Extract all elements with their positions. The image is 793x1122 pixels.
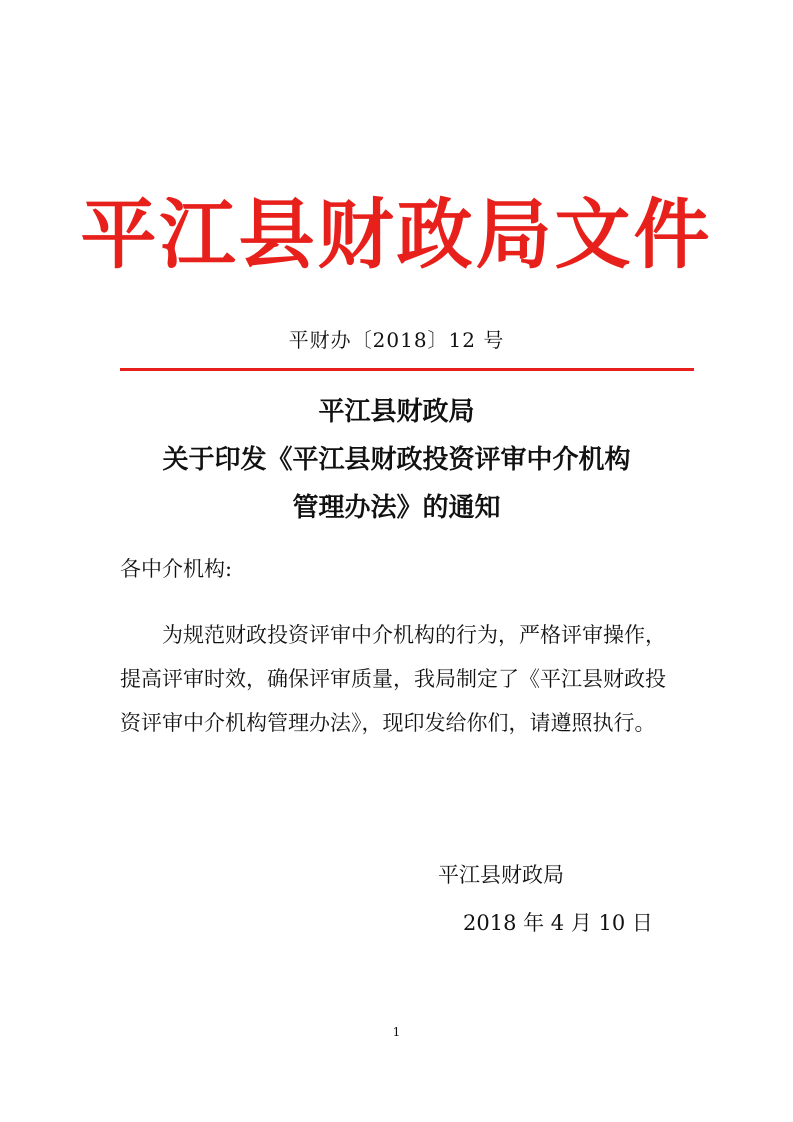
- notice-title-line-1: 平江县财政局: [318, 397, 475, 427]
- body-text-line-3: 资评审中介机构管理办法》，现印发给你们，请遵照执行。: [120, 711, 656, 735]
- notice-title-line-3: 管理办法》的通知: [292, 493, 501, 523]
- salutation: 各中介机构:: [120, 557, 233, 581]
- header-red-rule: [120, 368, 694, 371]
- body-text-line-2: 提高评审时效，确保评审质量，我局制定了《平江县财政投: [120, 667, 666, 691]
- notice-title-line-2: 关于印发《平江县财政投资评审中介机构: [162, 445, 631, 475]
- document-header-title: 平江县财政局文件: [80, 190, 713, 279]
- document-number: 平财办〔2018〕12 号: [288, 328, 505, 352]
- body-text-line-1: 为规范财政投资评审中介机构的行为，严格评审操作，: [162, 623, 666, 647]
- page-number: 1: [392, 1025, 401, 1039]
- signature-organization: 平江县财政局: [438, 863, 564, 887]
- signature-date: 2018 年 4 月 10 日: [463, 911, 653, 935]
